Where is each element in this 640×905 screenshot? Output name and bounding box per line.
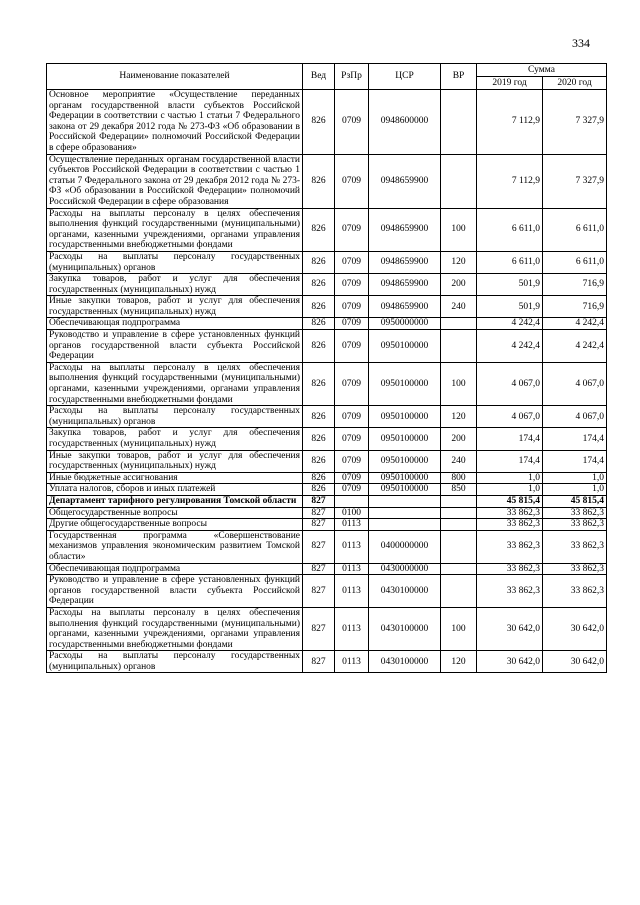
cell-csr <box>369 519 441 531</box>
cell-ved: 826 <box>303 330 335 363</box>
cell-name: Иные бюджетные ассигнования <box>47 472 303 484</box>
cell-name: Руководство и управление в сфере установленных функций органов государственной власти субъекта Российской Федерации <box>47 330 303 363</box>
cell-2020: 6 611,0 <box>543 251 607 273</box>
cell-csr: 0948659900 <box>369 296 441 318</box>
cell-csr <box>369 495 441 507</box>
cell-csr: 0400000000 <box>369 530 441 563</box>
table-row <box>47 154 607 208</box>
cell-ved: 826 <box>303 406 335 428</box>
cell-vr <box>441 519 477 531</box>
cell-csr: 0948600000 <box>369 90 441 155</box>
cell-ved: 827 <box>303 575 335 608</box>
header-name: Наименование показателей <box>47 64 303 90</box>
cell-2019: 7 112,9 <box>477 90 543 155</box>
cell-rzpr: 0113 <box>335 563 369 575</box>
cell-ved: 827 <box>303 530 335 563</box>
cell-csr: 0950100000 <box>369 428 441 450</box>
cell-rzpr: 0709 <box>335 472 369 484</box>
cell-2020: 30 642,0 <box>543 607 607 650</box>
cell-csr: 0430100000 <box>369 575 441 608</box>
cell-2020: 33 862,3 <box>543 507 607 519</box>
cell-vr: 240 <box>441 296 477 318</box>
cell-ved: 826 <box>303 428 335 450</box>
cell-vr: 100 <box>441 362 477 405</box>
cell-2020: 4 242,4 <box>543 318 607 330</box>
cell-name: Государственная программа «Совершенствование механизмов управления экономическим развитием Томской области» <box>47 530 303 563</box>
cell-2019: 4 242,4 <box>477 318 543 330</box>
cell-2020: 4 067,0 <box>543 406 607 428</box>
cell-2020: 1,0 <box>543 484 607 496</box>
cell-2019: 174,4 <box>477 428 543 450</box>
table-row <box>47 428 607 450</box>
table-body <box>47 90 607 673</box>
cell-2019: 6 611,0 <box>477 208 543 251</box>
cell-csr: 0950100000 <box>369 406 441 428</box>
cell-2020: 174,4 <box>543 428 607 450</box>
cell-rzpr: 0113 <box>335 530 369 563</box>
cell-ved: 827 <box>303 563 335 575</box>
table-row <box>47 450 607 472</box>
budget-table <box>46 63 607 673</box>
cell-csr: 0948659900 <box>369 274 441 296</box>
cell-vr <box>441 330 477 363</box>
cell-vr <box>441 495 477 507</box>
cell-name: Расходы на выплаты персоналу в целях обеспечения выполнения функций государственными (муниципальными) органами, казенными учреждениями, органами управления государственными внебюджетными фондами <box>47 208 303 251</box>
cell-ved: 826 <box>303 318 335 330</box>
cell-2019: 4 242,4 <box>477 330 543 363</box>
cell-csr: 0950100000 <box>369 450 441 472</box>
cell-2019: 501,9 <box>477 296 543 318</box>
cell-csr: 0948659900 <box>369 251 441 273</box>
table-row <box>47 296 607 318</box>
cell-vr: 100 <box>441 607 477 650</box>
cell-2020: 33 862,3 <box>543 530 607 563</box>
cell-2019: 7 112,9 <box>477 154 543 208</box>
page-number: 334 <box>572 36 590 50</box>
cell-2019: 1,0 <box>477 484 543 496</box>
cell-csr: 0950100000 <box>369 330 441 363</box>
cell-vr: 120 <box>441 406 477 428</box>
cell-csr <box>369 507 441 519</box>
cell-name: Уплата налогов, сборов и иных платежей <box>47 484 303 496</box>
cell-ved: 826 <box>303 362 335 405</box>
table-row <box>47 651 607 673</box>
table-row <box>47 575 607 608</box>
cell-name: Другие общегосударственные вопросы <box>47 519 303 531</box>
cell-vr <box>441 575 477 608</box>
cell-name: Расходы на выплаты персоналу государственных (муниципальных) органов <box>47 406 303 428</box>
cell-ved: 827 <box>303 495 335 507</box>
cell-ved: 826 <box>303 296 335 318</box>
header-ved: Вед <box>303 64 335 90</box>
cell-csr: 0950100000 <box>369 472 441 484</box>
cell-rzpr: 0709 <box>335 90 369 155</box>
cell-name: Иные закупки товаров, работ и услуг для обеспечения государственных (муниципальных) нужд <box>47 296 303 318</box>
cell-ved: 826 <box>303 90 335 155</box>
cell-name: Расходы на выплаты персоналу в целях обеспечения выполнения функций государственными (муниципальными) органами, казенными учреждениями, органами управления государственными внебюджетными фондами <box>47 607 303 650</box>
table-header <box>47 64 607 90</box>
cell-2020: 6 611,0 <box>543 208 607 251</box>
cell-vr <box>441 90 477 155</box>
cell-vr: 200 <box>441 428 477 450</box>
cell-rzpr: 0709 <box>335 484 369 496</box>
cell-2019: 33 862,3 <box>477 519 543 531</box>
table-row <box>47 563 607 575</box>
cell-2020: 716,9 <box>543 274 607 296</box>
cell-name: Основное мероприятие «Осуществление переданных органам государственной власти субъектов Российской Федерации в соответствии с частью 1 статьи 7 Федерального закона от 29 декабря 2012 года № 273-ФЗ «Об образовании в Российской Федерации» полномочий Российской Федерации в сфере образования» <box>47 90 303 155</box>
cell-vr <box>441 563 477 575</box>
cell-csr: 0430100000 <box>369 651 441 673</box>
cell-name: Расходы на выплаты персоналу государственных (муниципальных) органов <box>47 251 303 273</box>
cell-vr: 120 <box>441 251 477 273</box>
cell-2020: 33 862,3 <box>543 563 607 575</box>
cell-2019: 30 642,0 <box>477 651 543 673</box>
cell-vr <box>441 154 477 208</box>
table-row <box>47 472 607 484</box>
header-vr: ВР <box>441 64 477 90</box>
table-row <box>47 362 607 405</box>
cell-rzpr: 0709 <box>335 406 369 428</box>
cell-rzpr: 0709 <box>335 154 369 208</box>
cell-vr: 850 <box>441 484 477 496</box>
cell-vr: 120 <box>441 651 477 673</box>
cell-rzpr: 0709 <box>335 330 369 363</box>
header-rzpr: РзПр <box>335 64 369 90</box>
table-row <box>47 208 607 251</box>
cell-rzpr: 0709 <box>335 450 369 472</box>
table-row <box>47 607 607 650</box>
cell-name: Закупка товаров, работ и услуг для обеспечения государственных (муниципальных) нужд <box>47 428 303 450</box>
cell-ved: 826 <box>303 472 335 484</box>
cell-2020: 33 862,3 <box>543 519 607 531</box>
table-row <box>47 495 607 507</box>
cell-vr <box>441 507 477 519</box>
cell-ved: 826 <box>303 484 335 496</box>
cell-name: Расходы на выплаты персоналу государственных (муниципальных) органов <box>47 651 303 673</box>
table-row <box>47 90 607 155</box>
cell-csr: 0430000000 <box>369 563 441 575</box>
table-row <box>47 318 607 330</box>
cell-csr: 0948659900 <box>369 154 441 208</box>
cell-rzpr: 0709 <box>335 428 369 450</box>
cell-ved: 826 <box>303 208 335 251</box>
cell-name: Осуществление переданных органам государственной власти субъектов Российской Федерации в соответствии с частью 1 статьи 7 Федерального закона от 29 декабря 2012 года № 273-ФЗ «Об образовании в Российской Федерации» полномочий Российской Федерации в сфере образования <box>47 154 303 208</box>
cell-name: Обеспечивающая подпрограмма <box>47 563 303 575</box>
cell-csr: 0950000000 <box>369 318 441 330</box>
cell-rzpr: 0709 <box>335 208 369 251</box>
cell-2020: 30 642,0 <box>543 651 607 673</box>
table-row <box>47 484 607 496</box>
cell-rzpr: 0113 <box>335 651 369 673</box>
header-csr: ЦСР <box>369 64 441 90</box>
cell-2019: 33 862,3 <box>477 530 543 563</box>
cell-csr: 0948659900 <box>369 208 441 251</box>
cell-name: Департамент тарифного регулирования Томской области <box>47 495 303 507</box>
cell-vr: 100 <box>441 208 477 251</box>
cell-2019: 33 862,3 <box>477 507 543 519</box>
cell-csr: 0950100000 <box>369 362 441 405</box>
table-row <box>47 251 607 273</box>
cell-2019: 33 862,3 <box>477 575 543 608</box>
cell-2019: 4 067,0 <box>477 362 543 405</box>
cell-rzpr: 0709 <box>335 251 369 273</box>
cell-name: Иные закупки товаров, работ и услуг для обеспечения государственных (муниципальных) нужд <box>47 450 303 472</box>
cell-2019: 501,9 <box>477 274 543 296</box>
cell-2020: 1,0 <box>543 472 607 484</box>
table-row <box>47 530 607 563</box>
cell-2020: 174,4 <box>543 450 607 472</box>
cell-name: Общегосударственные вопросы <box>47 507 303 519</box>
cell-vr: 240 <box>441 450 477 472</box>
table-row <box>47 519 607 531</box>
cell-rzpr: 0113 <box>335 575 369 608</box>
table-row <box>47 507 607 519</box>
cell-ved: 827 <box>303 607 335 650</box>
cell-rzpr: 0113 <box>335 607 369 650</box>
cell-2020: 716,9 <box>543 296 607 318</box>
cell-ved: 826 <box>303 274 335 296</box>
cell-vr <box>441 318 477 330</box>
cell-name: Закупка товаров, работ и услуг для обеспечения государственных (муниципальных) нужд <box>47 274 303 296</box>
cell-rzpr: 0709 <box>335 318 369 330</box>
header-2020: 2020 год <box>543 77 607 90</box>
cell-name: Руководство и управление в сфере установленных функций органов государственной власти субъекта Российской Федерации <box>47 575 303 608</box>
cell-2020: 4 067,0 <box>543 362 607 405</box>
cell-csr: 0430100000 <box>369 607 441 650</box>
cell-rzpr: 0709 <box>335 362 369 405</box>
cell-name: Расходы на выплаты персоналу в целях обеспечения выполнения функций государственными (муниципальными) органами, казенными учреждениями, органами управления государственными внебюджетными фондами <box>47 362 303 405</box>
header-sum: Сумма <box>477 64 607 77</box>
cell-vr: 200 <box>441 274 477 296</box>
cell-2019: 6 611,0 <box>477 251 543 273</box>
cell-ved: 827 <box>303 651 335 673</box>
cell-2019: 33 862,3 <box>477 563 543 575</box>
cell-rzpr: 0709 <box>335 274 369 296</box>
cell-2019: 174,4 <box>477 450 543 472</box>
cell-ved: 826 <box>303 154 335 208</box>
cell-vr <box>441 530 477 563</box>
cell-2019: 45 815,4 <box>477 495 543 507</box>
cell-ved: 826 <box>303 251 335 273</box>
cell-ved: 826 <box>303 450 335 472</box>
header-2019: 2019 год <box>477 77 543 90</box>
cell-2020: 4 242,4 <box>543 330 607 363</box>
cell-name: Обеспечивающая подпрограмма <box>47 318 303 330</box>
cell-2020: 7 327,9 <box>543 154 607 208</box>
cell-ved: 827 <box>303 507 335 519</box>
cell-rzpr: 0709 <box>335 296 369 318</box>
cell-2019: 4 067,0 <box>477 406 543 428</box>
table-row <box>47 330 607 363</box>
cell-csr: 0950100000 <box>369 484 441 496</box>
cell-2020: 7 327,9 <box>543 90 607 155</box>
cell-vr: 800 <box>441 472 477 484</box>
cell-2019: 30 642,0 <box>477 607 543 650</box>
cell-rzpr <box>335 495 369 507</box>
table-row <box>47 274 607 296</box>
cell-ved: 827 <box>303 519 335 531</box>
cell-rzpr: 0113 <box>335 519 369 531</box>
cell-rzpr: 0100 <box>335 507 369 519</box>
cell-2020: 45 815,4 <box>543 495 607 507</box>
cell-2020: 33 862,3 <box>543 575 607 608</box>
cell-2019: 1,0 <box>477 472 543 484</box>
table-row <box>47 406 607 428</box>
